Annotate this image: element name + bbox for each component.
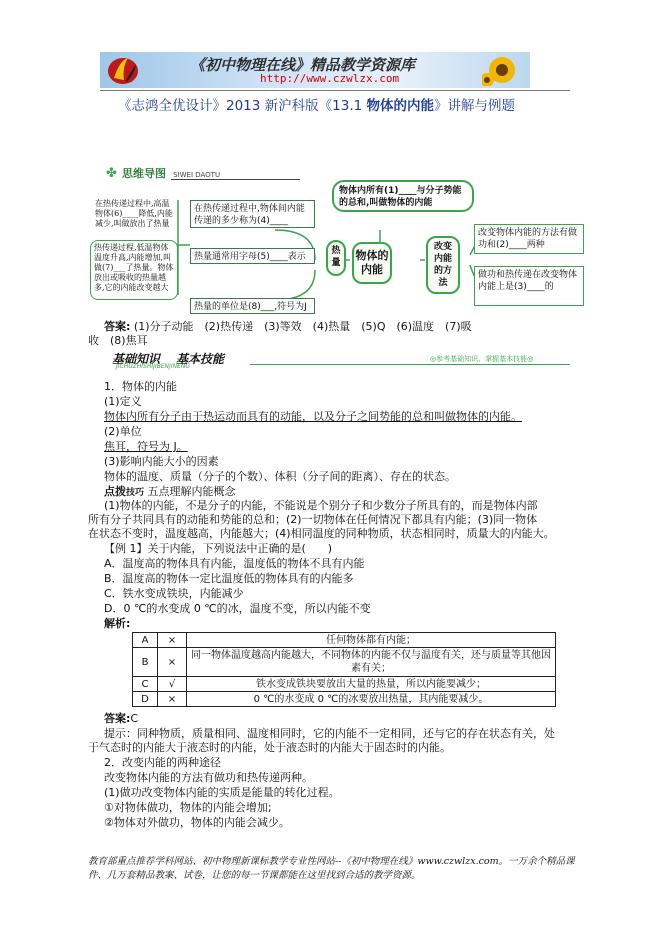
section-1b-text: 焦耳，符号为 J。 — [104, 440, 188, 453]
footer-line-1: 教育部重点推荐学科网站、初中物理新课标教学专业性网站--《初中物理在线》www.czwlzx.com。一万余个精品课 — [88, 856, 575, 867]
mindmap-methods-node: 改变内能的方法 — [426, 236, 460, 294]
answer-mindmap: 答案: (1)分子动能 (2)热传递 (3)等效 (4)热量 (5)Q (6)温度 (7)吸 — [104, 320, 472, 333]
section-1c-heading: (3)影响内能大小的因素 — [104, 455, 219, 468]
banner-title: 《初中物理在线》精品教学资源库 — [190, 56, 416, 74]
analysis-label: 解析: — [104, 617, 131, 630]
sunflower-icon — [482, 54, 522, 86]
mindmap-tag: ✤ 思维导图 SIWEI DAOTU — [106, 162, 300, 181]
table-row: B × 同一物体温度越高内能越大，不同物体的内能不仅与温度有关，还与质量等其他因素有关； — [133, 648, 556, 677]
mindmap-top-oval: 物体内所有(1)____与分子势能的总和,叫做物体的内能 — [332, 180, 474, 212]
section-1a-heading: (1)定义 — [104, 395, 142, 408]
hint-line-2: 于气态时的内能大于液态时的内能，处于液态时的内能大于固态时的内能。 — [88, 741, 451, 754]
mindmap-box-heat-definition: 在热传递过程中,物体间内能传递的多少称为(4)____ — [190, 200, 315, 228]
section-1b-heading: (2)单位 — [104, 425, 142, 438]
answer-mindmap-line2: 收 (8)焦耳 — [88, 334, 148, 347]
tip-heading: 点拨技巧 五点理解内能概念 — [104, 485, 236, 498]
table-row: A × 任何物体都有内能； — [133, 633, 556, 648]
site-logo-icon — [106, 54, 140, 86]
section-1c-text: 物体的温度、质量（分子的个数）、体积（分子间的距离）、存在的状态。 — [104, 470, 456, 483]
tip-line-1: (1)物体的内能，不是分子的内能，不能说是个别分子和少数分子所具有的，而是物体内部 — [104, 499, 538, 512]
example-answer: 答案:C — [104, 712, 139, 725]
tip-line-3: 在状态不变时，温度越高，内能越大；(4)相同温度的同种物质，状态相同时，质量大的内能大。 — [88, 527, 555, 540]
analysis-table — [132, 632, 556, 707]
mindmap-node-heat: 热量 — [326, 240, 346, 276]
section-2c-text: ②物体对外做功，物体的内能会减少。 — [104, 816, 290, 829]
tip-line-2: 所有分子共同具有的动能和势能的总和；(2)一切物体在任何情况下都具有内能；(3)同一物体 — [88, 513, 538, 526]
banner-url: http://www.czwlzx.com — [260, 72, 400, 85]
table-row: D × 0 ℃的水变成 0 ℃的冰要放出热量，其内能要减少。 — [133, 692, 556, 707]
section-2a-text: (1)做功改变物体内能的实质是能量的转化过程。 — [104, 786, 340, 799]
document-title: 《志鸿全优设计》2013 新沪科版《13.1 物体的内能》讲解与例题 — [118, 98, 515, 114]
table-row: C √ 铁水变成铁块要放出大量的热量，所以内能要减少； — [133, 677, 556, 692]
page-footer — [88, 855, 578, 883]
section-2b-text: ①对物体做功，物体的内能会增加; — [104, 801, 272, 814]
option-b: B．温度高的物体一定比温度低的物体具有的内能多 — [104, 572, 354, 585]
mindmap-box-heat-unit: 热量的单位是(8)___,符号为J — [190, 298, 315, 314]
option-c: C．铁水变成铁块，内能减少 — [104, 587, 244, 600]
mindmap-left-note-1: 在热传递过程中,高温物体(6)____降低,内能减少,叫做放出了热量 — [92, 197, 176, 239]
hint-line-1: 提示：同种物质，质量相同、温度相同时，它的内能不一定相同，还与它的存在状态有关，处 — [104, 727, 555, 740]
mindmap-left-note-2: 热传递过程,低温物体温度升高,内能增加,叫做(7)___了热量。物体放出或吸收的热量越多,它的内能改变越大 — [90, 240, 178, 300]
mindmap-right-box-1: 改变物体内能的方法有做功和(2)____两种 — [474, 224, 584, 254]
option-a: A．温度高的物体具有内能，温度低的物体不具有内能 — [104, 557, 365, 570]
mindmap-center-node: 物体的内能 — [352, 242, 392, 284]
mindmap-box-heat-symbol: 热量通常用字母(5)____表示 — [190, 248, 315, 264]
section-2-text: 改变物体内能的方法有做功和热传递两种。 — [104, 771, 313, 784]
section-1-heading: 1．物体的内能 — [104, 380, 177, 393]
section-1a-text: 物体内所有分子由于热运动而具有的动能，以及分子之间势能的总和叫做物体的内能。 — [104, 410, 522, 423]
example-question: 【例 1】关于内能，下列说法中正确的是( ) — [104, 542, 333, 555]
footer-line-2: 件、几万套精品教案、试卷，让您的每一节课都能在这里找到合适的教学资源。 — [88, 870, 421, 881]
header-rule — [100, 90, 570, 91]
section-banner: 基础知识 基本技能 JICHUZHISHIJIBENJINENG ◎参考基础知识、掌握基本技能◎ — [100, 350, 570, 368]
header-banner — [100, 52, 530, 88]
option-d: D．0 ℃的水变成 0 ℃的冰，温度不变，所以内能不变 — [104, 602, 371, 615]
mindmap-right-box-2: 做功和热传递在改变物体内能上是(3)____的 — [474, 266, 584, 306]
section-2-heading: 2．改变内能的两种途径 — [104, 756, 221, 769]
